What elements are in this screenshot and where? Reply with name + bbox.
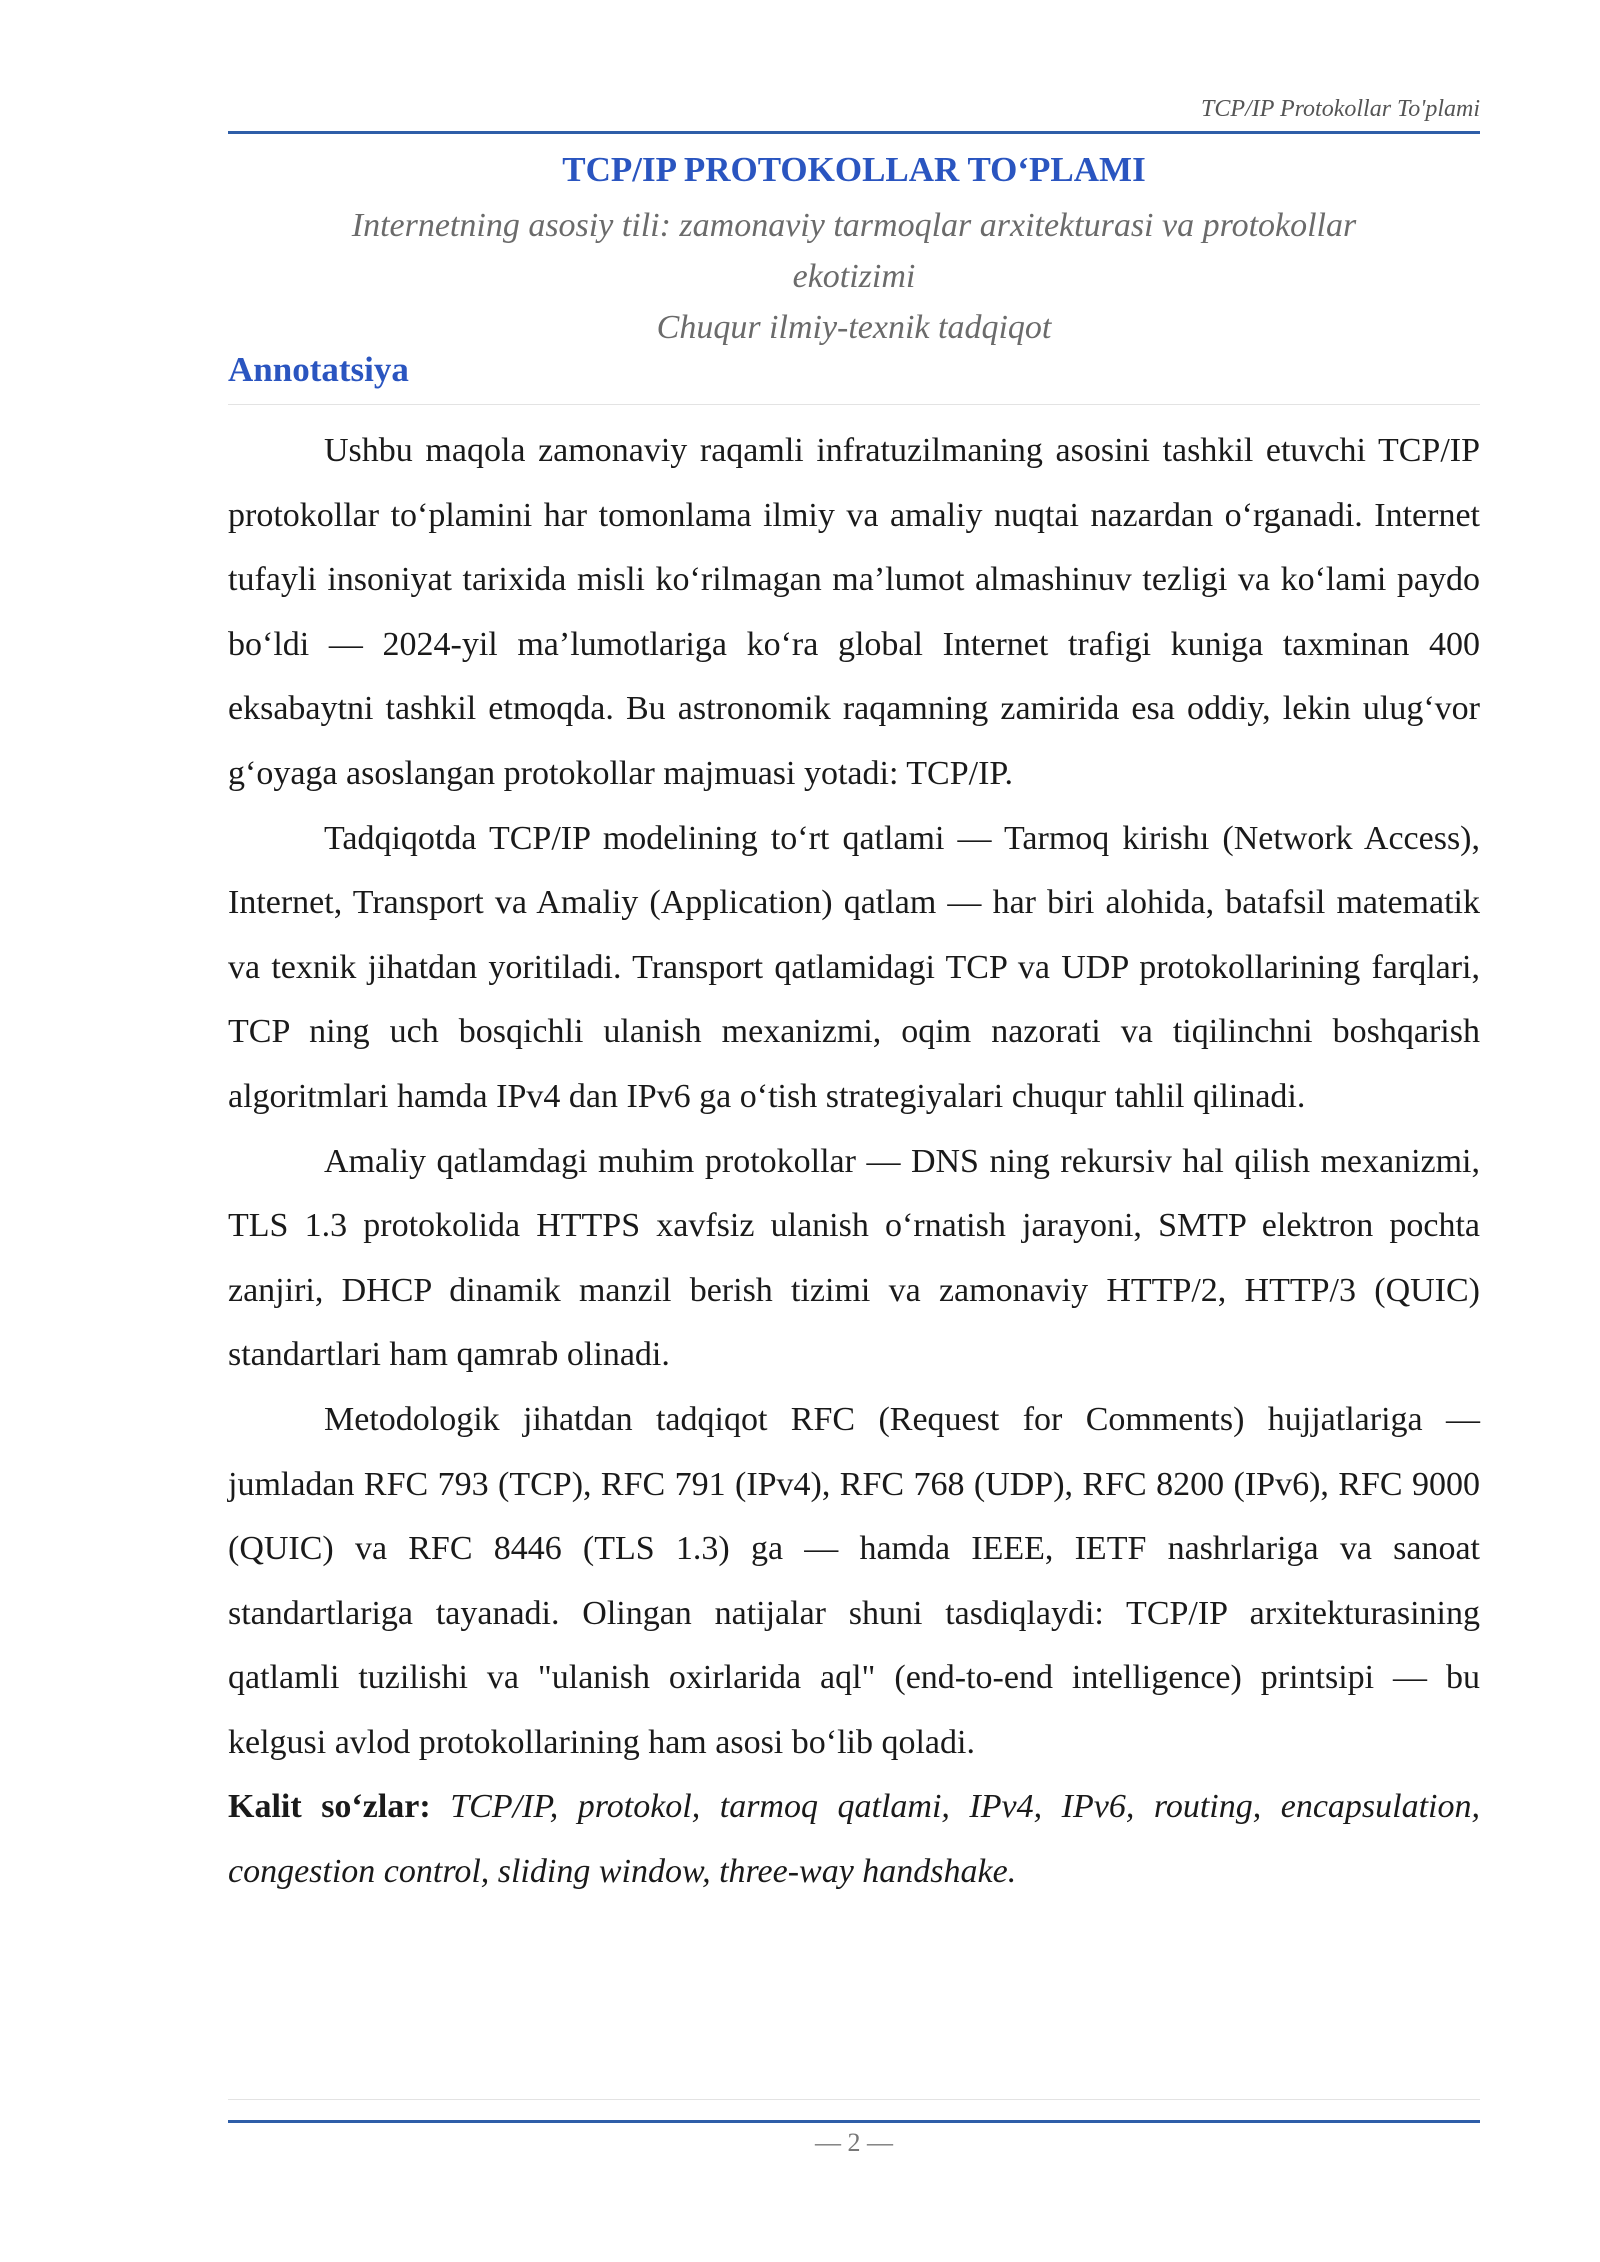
section-rule <box>228 404 1480 405</box>
abstract-body <box>228 419 1480 1905</box>
keywords-text: TCP/IP, protokol, tarmoq qatlami, IPv4, IPv6, routing, encapsulation, congestion control, sliding window, three-way handshake. <box>228 1788 1480 1891</box>
subtitle-line: Chuqur ilmiy-texnik tadqiqot <box>656 309 1052 346</box>
header-rule <box>228 131 1480 134</box>
document-subtitle <box>228 200 1480 353</box>
footer-rule <box>228 2120 1480 2123</box>
running-header: TCP/IP Protokollar To'plami <box>1201 96 1480 122</box>
subtitle-line: ekotizimi <box>792 258 916 295</box>
keywords-line <box>228 1775 1480 1904</box>
footer-divider <box>228 2099 1480 2100</box>
abstract-paragraph: Tadqiqotda TCP/IP modelining to‘rt qatlami — Tarmoq kirishı (Network Access), Internet, Transport va Amaliy (Application) qatlam — har biri alohida, batafsil matematik va texnik jihatdan yoritiladi. Transport qatlamidagi TCP va UDP protokollarining farqlari, TCP ning uch bosqichli ulanish mexanizmi, oqim nazorati va tiqilinchni boshqarish algoritmlari hamda IPv4 dan IPv6 ga o‘tish strategiyalari chuqur tahlil qilinadi. <box>228 819 1480 1115</box>
keywords-label: Kalit so‘zlar: <box>228 1788 431 1826</box>
abstract-paragraph: Amaliy qatlamdagi muhim protokollar — DNS ning rekursiv hal qilish mexanizmi, TLS 1.3 protokolida HTTPS xavfsiz ulanish o‘rnatish jarayoni, SMTP elektron pochta zanjiri, DHCP dinamik manzil berish tizimi va zamonaviy HTTP/2, HTTP/3 (QUIC) standartlari ham qamrab olinadi. <box>228 1142 1480 1374</box>
page-number: — 2 — <box>815 2128 893 2157</box>
subtitle-line: Internetning asosiy tili: zamonaviy tarmoqlar arxitekturasi va protokollar <box>351 207 1357 244</box>
abstract-paragraph: Metodologik jihatdan tadqiqot RFC (Request for Comments) hujjatlariga — jumladan RFC 793 (TCP), RFC 791 (IPv4), RFC 768 (UDP), RFC 8200 (IPv6), RFC 9000 (QUIC) va RFC 8446 (TLS 1.3) ga — hamda IEEE, IETF nashrlariga va sanoat standartlariga tayanadi. Olingan natijalar shuni tasdiqlaydi: TCP/IP arxitekturasining qatlamli tuzilishi va "ulanish oxirlarida aql" (end-to-end intelligence) printsipi — bu kelgusi avlod protokollarining ham asosi bo‘lib qoladi. <box>228 1400 1480 1761</box>
abstract-paragraph: Ushbu maqola zamonaviy raqamli infratuzilmaning asosini tashkil etuvchi TCP/IP protokollar to‘plamini har tomonlama ilmiy va amaliy nuqtai nazardan o‘rganadi. Internet tufayli insoniyat tarixida misli ko‘rilmagan ma’lumot almashinuv tezligi va ko‘lami paydo bo‘ldi — 2024-yil ma’lumotlariga ko‘ra global Internet trafigi kuniga taxminan 400 eksabaytni tashkil etmoqda. Bu astronomik raqamning zamirida esa oddiy, lekin ulug‘vor g‘oyaga asoslangan protokollar majmuasi yotadi: TCP/IP. <box>228 432 1480 792</box>
section-heading: Annotatsiya <box>228 350 409 389</box>
document-title: TCP/IP PROTOKOLLAR TO‘PLAMI <box>562 150 1146 189</box>
